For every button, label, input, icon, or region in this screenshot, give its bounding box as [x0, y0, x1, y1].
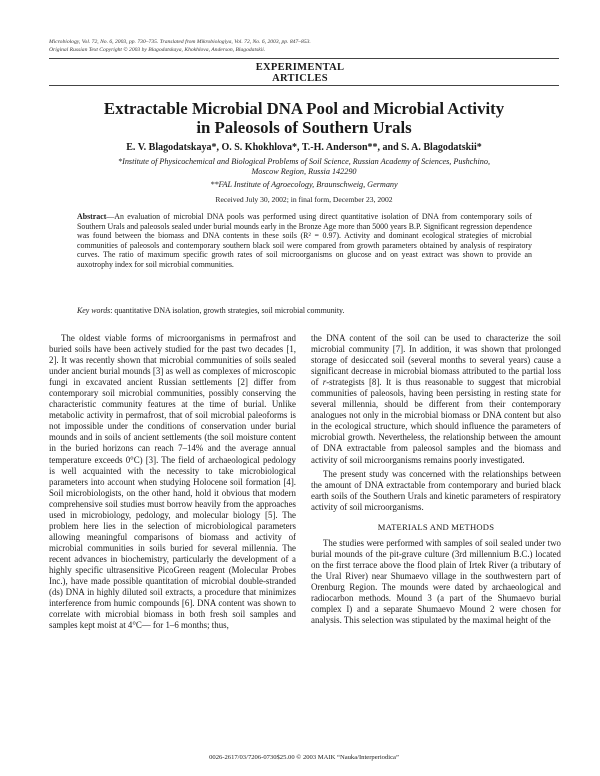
keywords-text: : quantitative DNA isolation, growth strategies, soil microbial community. [110, 306, 345, 315]
body-paragraph: The present study was concerned with the relationships between the amount of DNA extractable from contemporary and buried black earth soils of the Southern Urals and kinetic parameters of respiratory activity of soil microorganisms. [311, 468, 561, 512]
abstract-text: —An evaluation of microbial DNA pools was performed using direct quantitative isolation of DNA from contemporary soils of Southern Urals and paleosols sealed under burial mounds early in the Bronze Age more than 5000 years B.P. Significant regression dependence was found between the biomass and DNA contents in these soils (R² = 0.97). Activity and dominant ecological strategies of microbial communities of paleosols and contemporary southern black soil were compared from growth parameters obtained by analysis of respiratory curves. The ratio of maximum specific growth rates of soil microorganisms on glucose and on yeast extract was shown to provide an auxotrophy index for soil microbial communities. [77, 212, 532, 269]
body-paragraph: The studies were performed with samples of soil sealed under two burial mounds of the pit-grave culture (3rd millennium B.C.) located on the first terrace above the flood plain of Irtek River (a tributary of the Ural River) near Shumaevo village in the southwestern part of Orenburg Region. The mounds were dated by archaeological and radiocarbon methods. Mound 3 (a part of the Shumaevo burial complex I) and a separate Shumaevo Mound 2 were chosen for analysis. This selection was stipulated by the maximal height of the [311, 537, 561, 626]
article-title-line2: in Paleosols of Southern Urals [196, 118, 412, 137]
affiliation-1-line2: Moscow Region, Russia 142290 [251, 167, 357, 177]
abstract [77, 212, 532, 269]
header-rule-bottom [49, 85, 559, 86]
affiliation-1 [49, 157, 559, 178]
body-paragraph: The oldest viable forms of microorganisms in permafrost and buried soils have been actively studied for the past two decades [1, 2]. It was recently shown that microbial communities of soils sealed under ancient burial mounds [3] as well as complexes of microscopic fungi in excavated ancient Russian settlements [2] differ from contemporary soil microbial communities, possibly conserving the characteristic community features at the time of burial. Unlike metabolic activity in permafrost, that of soil microbial paleoforms is not impossible under the conditions of conservation under burial mounds and in soils of ancient settlements (the soil moisture content in the buried horizons can reach 7–14% and the average annual temperature exceeds 0°C) [3]. The field of archaeological pedology is well acquainted with the necessity to take microbiological parameters into account when studying Holocene soil formation [4]. Soil microbiologists, on the other hand, hold it obvious that modern comprehensive soil studies must borrow heavily from the approaches used in microbiology, pedology, and molecular biology [5]. The problem here lies in the selection of microbiological parameters allowing meaningful comparisons of biomass and activity of microbial communities in soils buried for several millennia. The recent advances in biochemistry, particularly the development of a highly specific ultrasensitive PicoGreen reagent (Molecular Probes Inc.), have made possible quantitation of microbial double-stranded (ds) DNA in highly diluted soil extracts, a procedure that minimizes interference from humic compounds [6]. DNA content was shown to correlate with microbial biomass in both fresh soil samples and samples kept moist at 4°C— for 1–6 months; thus, [49, 333, 296, 631]
body-text-run: the DNA content of the soil can be used to characterize the soil microbial community [7]. In addition, it was shown that prolonged storage of desiccated soil (several months to several years) cause a significant decrease in microbial biomass attributed to the partial loss of [311, 333, 561, 388]
article-title [49, 99, 559, 137]
section-label-line1: EXPERIMENTAL [255, 62, 345, 73]
page-footer: 0026-2617/03/7206-0730$25.00 © 2003 MAIK “Nauka/Interperiodica” [209, 754, 399, 761]
body-column-left [49, 333, 296, 631]
keywords-label: Key words [77, 306, 111, 315]
journal-citation: Microbiology, Vol. 72, No. 6, 2003, pp. 730–735. Translated from Mikrobiologiya, Vol. 72, No. 6, 2003, pp. 847–853. [49, 39, 311, 45]
header-rule-top [49, 58, 559, 59]
body-text-italic: r [322, 377, 327, 388]
section-label-line2: ARTICLES [272, 73, 328, 84]
affiliation-2: **FAL Institute of Agroecology, Braunschweig, Germany [210, 180, 398, 189]
received-dates: Received July 30, 2002; in final form, December 23, 2002 [215, 195, 393, 204]
body-column-right [311, 333, 561, 626]
copyright-line: Original Russian Text Copyright © 2003 by Blagodatskaya, Khokhlova, Anderson, Blagodatskii. [49, 47, 266, 53]
affiliation-1-line1: *Institute of Physicochemical and Biological Problems of Soil Science, Russian Academy of Sciences, Pushchino, [118, 157, 490, 166]
keywords [77, 306, 532, 316]
abstract-label: Abstract [77, 212, 107, 221]
author-list: E. V. Blagodatskaya*, O. S. Khokhlova*, T.-H. Anderson**, and S. A. Blagodatskii* [126, 142, 482, 153]
article-title-line1: Extractable Microbial DNA Pool and Microbial Activity [103, 99, 505, 118]
body-text-run: -strategists [8]. It is thus reasonable to suggest that microbial communities of paleosols, having been persisting in resting state for several millennia, should be different from their contemporary analogues not only in the microbial biomass or DNA content but also in the ecological structure, which should influence the parameters of microbial growth. Nevertheless, the relationship between the amount of DNA extractable from paleosol samples and the biomass and activity of soil microorganisms remains poorly investigated. [311, 377, 561, 465]
section-label [200, 62, 400, 84]
body-paragraph [311, 333, 561, 466]
section-heading-methods: MATERIALS AND METHODS [377, 521, 495, 532]
journal-header [49, 38, 559, 54]
